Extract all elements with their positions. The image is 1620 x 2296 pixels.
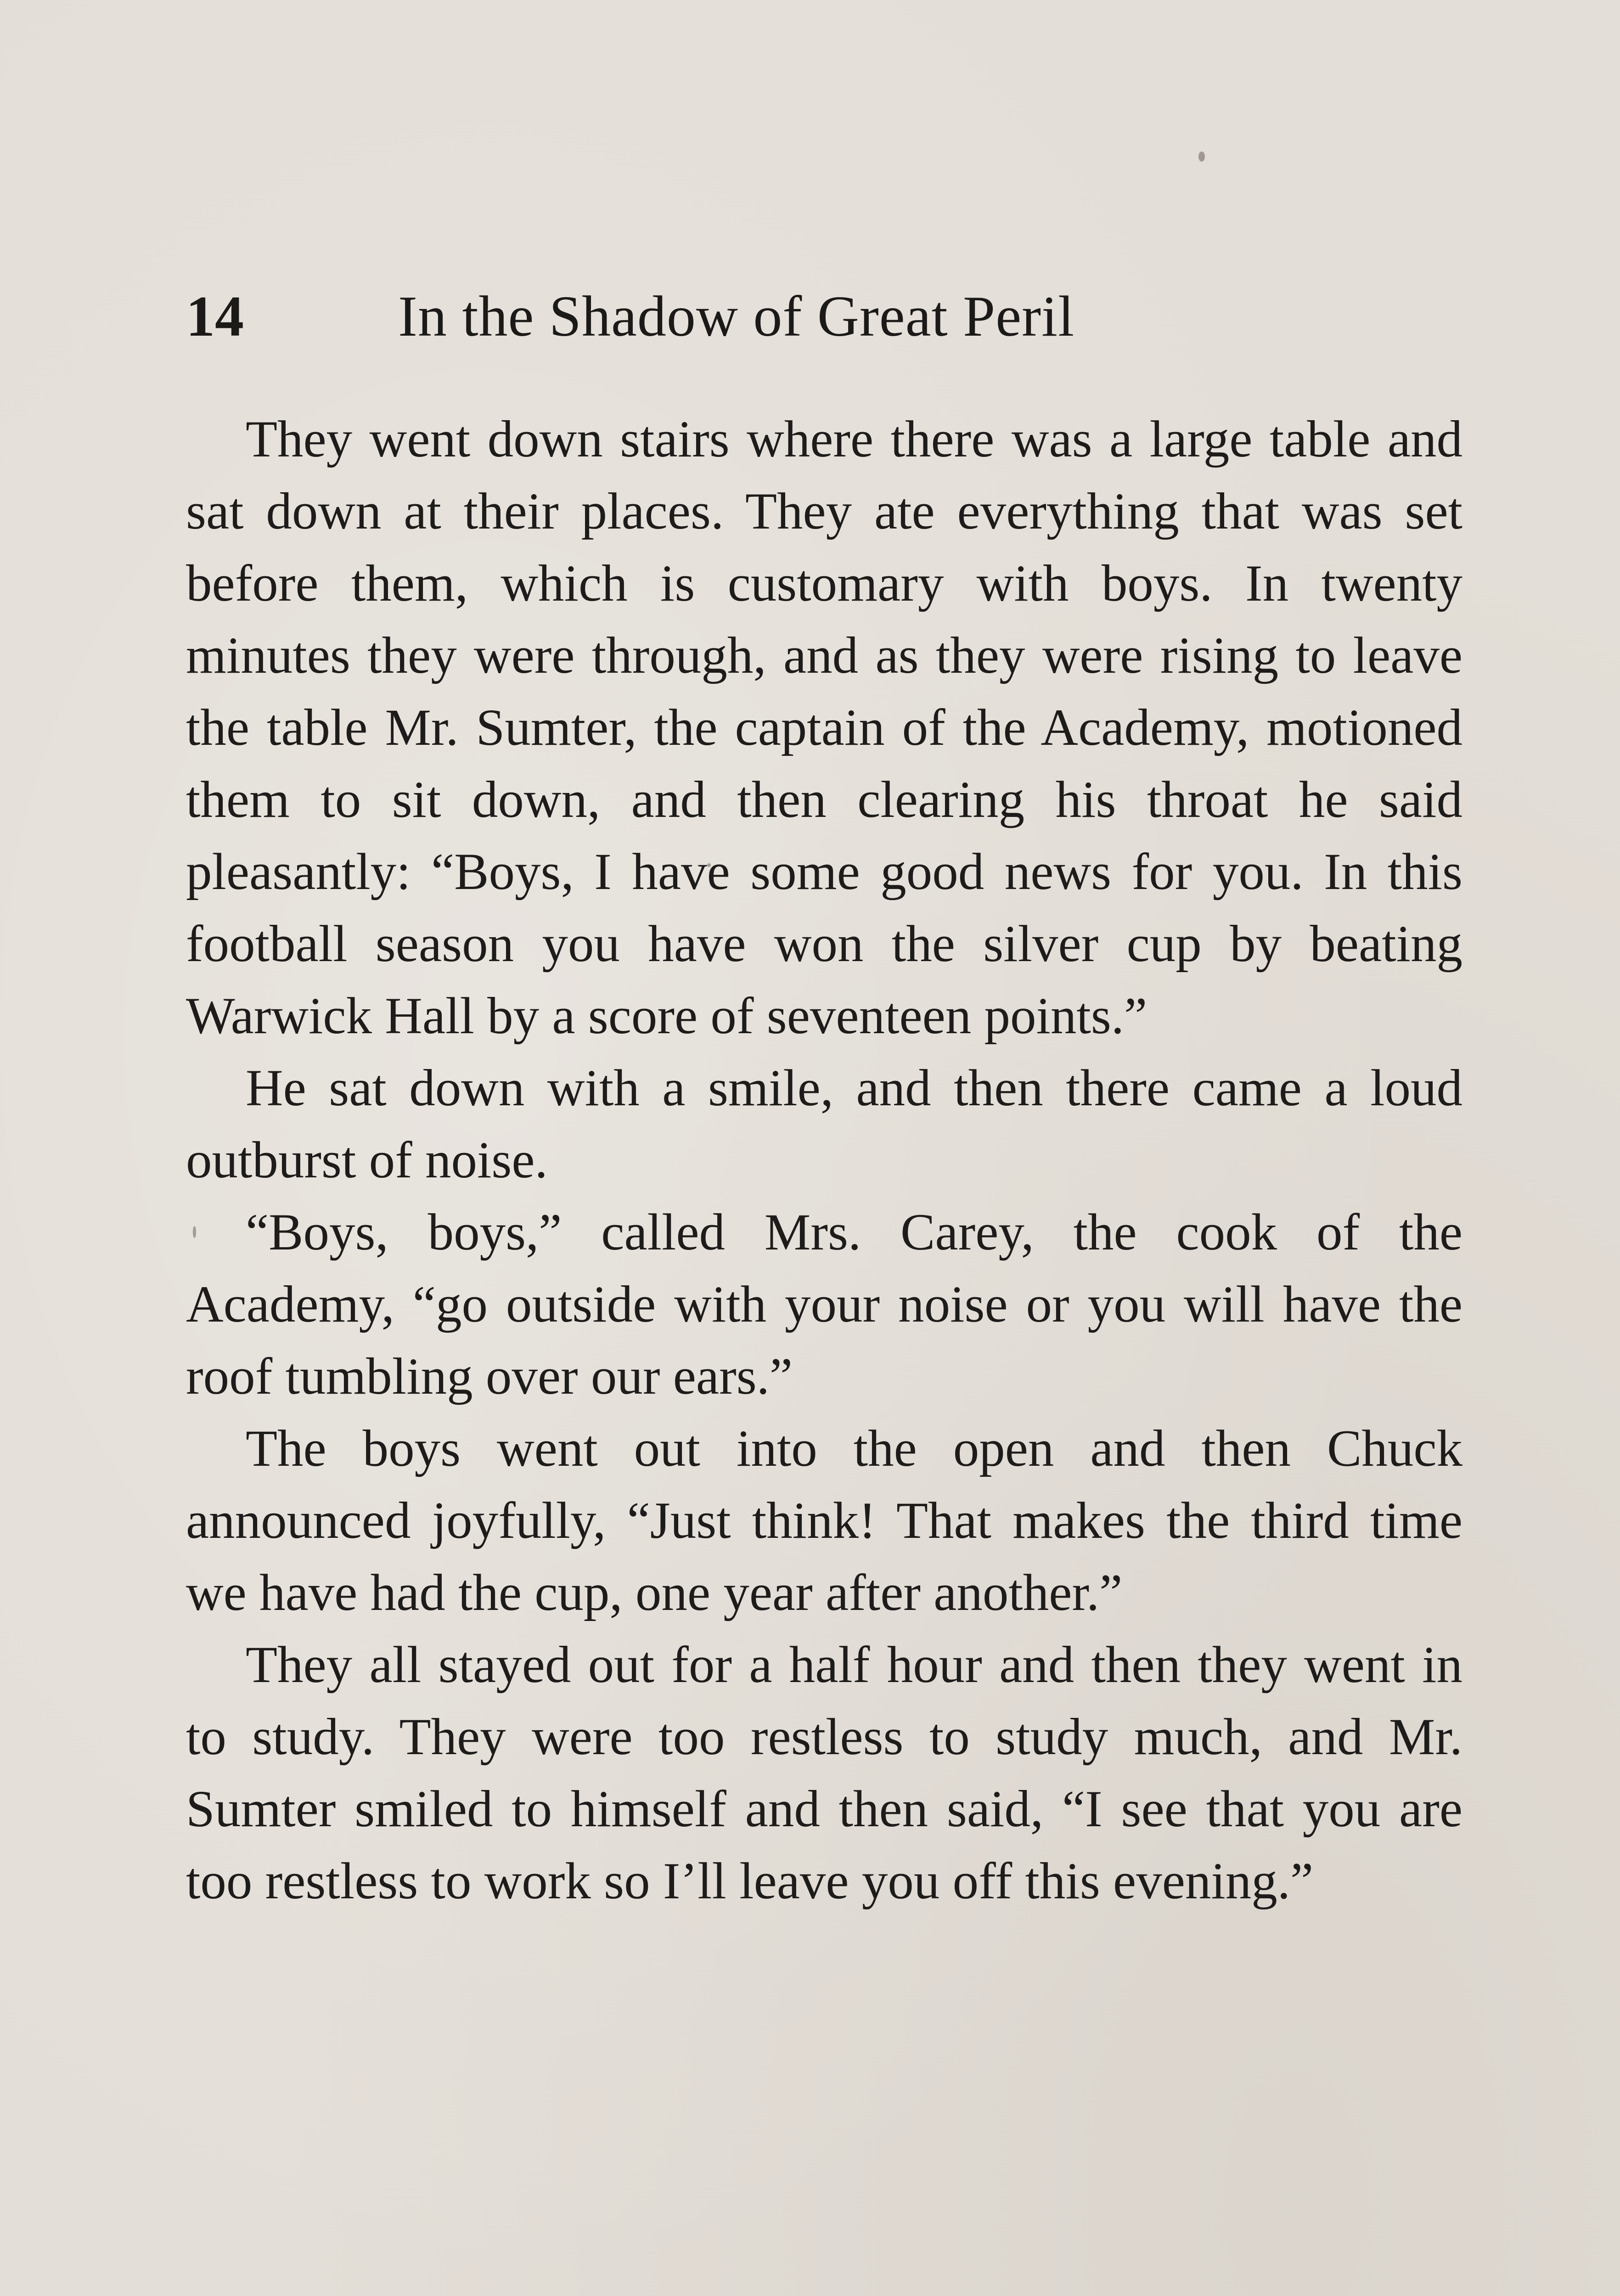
page-number: 14 [186, 285, 244, 349]
body-text [186, 403, 1462, 1917]
paragraph: They all stayed out for a half hour and then they went in to study. They were too restless to study much, and Mr. Sumter smiled to himself and then said, “I see that you are too restless to work so I’ll leave you off this evening.” [186, 1636, 1462, 1910]
page-header [186, 284, 1256, 366]
paragraph: “Boys, boys,” called Mrs. Carey, the cook of the Academy, “go outside with your noise or you will have the roof tumbling over our ears.” [186, 1204, 1462, 1405]
paragraph: He sat down with a smile, and then there came a loud outburst of noise. [186, 1059, 1462, 1189]
paragraph: They went down stairs where there was a large table and sat down at their places. They ate everything that was set before them, which is customary with boys. In twenty minutes they were through, and as they were rising to leave the table Mr. Sumter, the captain of the Academy, motioned them to sit down, and then clearing his throat he said pleasantly: “Boys, I have some good news for you. In this football season you have won the silver cup by beating Warwick Hall by a score of seventeen points.” [186, 411, 1462, 1045]
paper-speck [1198, 152, 1205, 162]
running-title: In the Shadow of Great Peril [398, 285, 1075, 349]
paragraph: The boys went out into the open and then Chuck announced joyfully, “Just think! That makes the third time we have had the cup, one year after another.” [186, 1420, 1462, 1621]
